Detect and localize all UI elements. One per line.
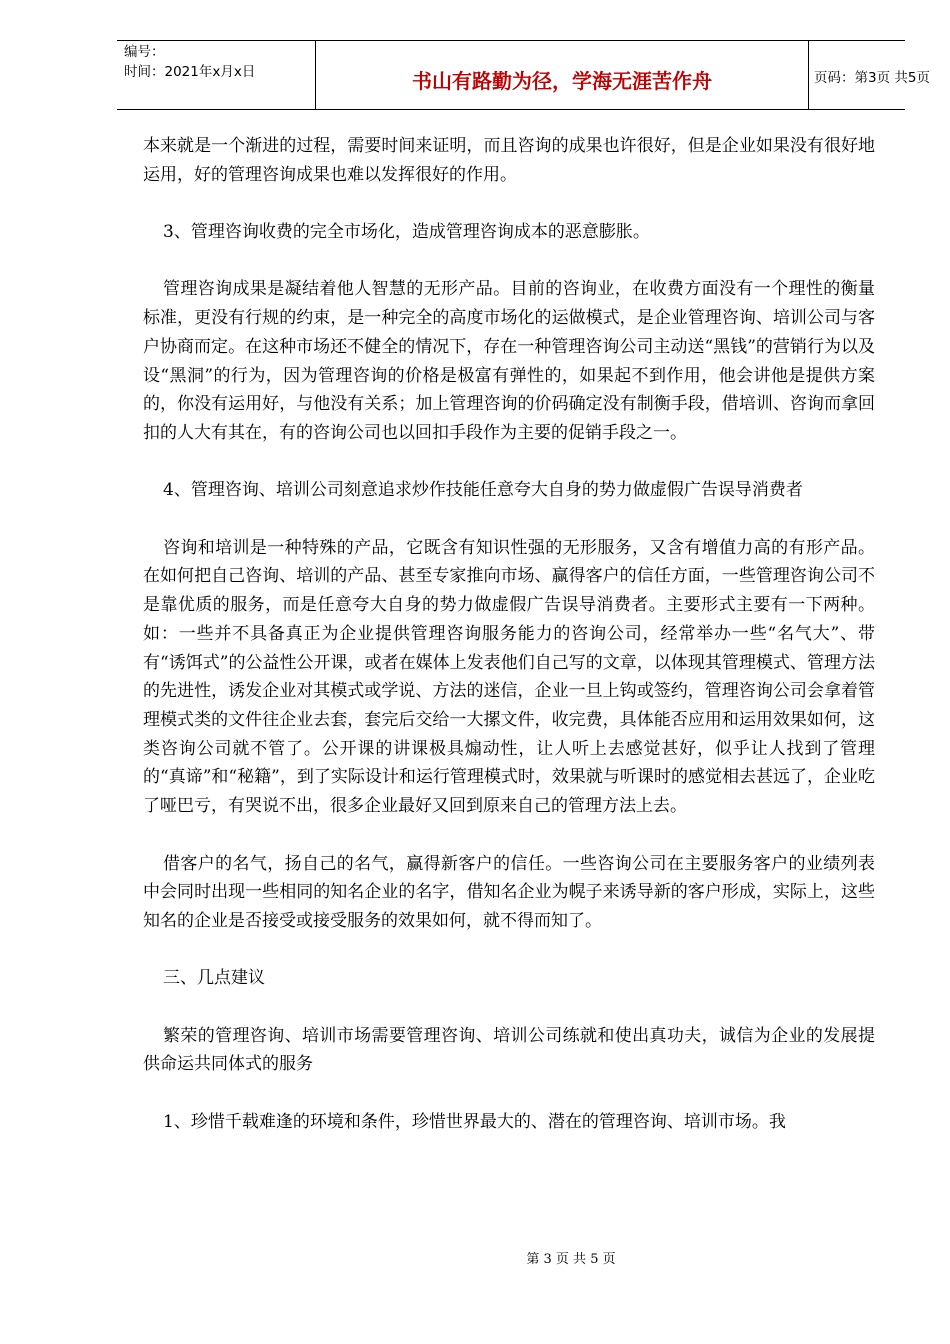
document-body [143,132,875,1165]
paragraph: 管理咨询成果是凝结着他人智慧的无形产品。目前的咨询业，在收费方面没有一个理性的衡量标准，更没有行规的约束，是一种完全的高度市场化的运做模式，是企业管理咨询、培训公司与客户协商而定。在这种市场还不健全的情况下，存在一种管理咨询公司主动送“黑钱”的营销行为以及设“黑洞”的行为，因为管理咨询的价格是极富有弹性的，如果起不到作用，他会讲他是提供方案的，你没有运用好，与他没有关系；加上管理咨询的价码确定没有制衡手段，借培训、咨询而拿回扣的人大有其在，有的咨询公司也以回扣手段作为主要的促销手段之一。 [143,279,875,443]
paragraph: 繁荣的管理咨询、培训市场需要管理咨询、培训公司练就和使出真功夫，诚信为企业的发展提供命运共同体式的服务 [143,1025,875,1075]
header-motto-cell [315,41,809,109]
page-header [117,40,930,110]
paragraph: 借客户的名气，扬自己的名气，赢得新客户的信任。一些咨询公司在主要服务客户的业绩列表中会同时出现一些相同的知名企业的名字，借知名企业为幌子来诱导新的客户形成，实际上，这些知名的企业是否接受或接受服务的效果如何，就不得而知了。 [143,853,875,931]
header-meta [117,41,315,109]
paragraph: 1、珍惜千载难逢的环境和条件，珍惜世界最大的、潜在的管理咨询、培训市场。我 [163,1111,786,1132]
paragraph-continuation: 本来就是一个渐进的过程，需要时间来证明，而且咨询的成果也许很好，但是企业如果没有很好地运用，好的管理咨询成果也难以发挥很好的作用。 [143,136,875,185]
header-code-label: 编号： [124,44,165,60]
section-heading-3: 3、管理咨询收费的完全市场化，造成管理咨询成本的恶意膨胀。 [163,222,650,243]
header-date-label: 时间：2021年x月x日 [124,64,256,80]
paragraph: 咨询和培训是一种特殊的产品，它既含有知识性强的无形服务，又含有增值力高的有形产品。在如何把自己咨询、培训的产品、甚至专家推向市场、赢得客户的信任方面，一些管理咨询公司不是靠优质的服务，而是任意夸大自身的势力做虚假广告误导消费者。主要形式主要有一下两种。如：一些并不具备真正为企业提供管理咨询服务能力的咨询公司，经常举办一些“名气大”、带有“诱饵式”的公益性公开课，或者在媒体上发表他们自己写的文章，以体现其管理模式、管理方法的先进性，诱发企业对其模式或学说、方法的迷信，企业一旦上钩或签约，管理咨询公司会拿着管理模式类的文件往企业去套，套完后交给一大摞文件，收完费，具体能否应用和运用效果如何，这类咨询公司就不管了。公开课的讲课极具煽动性，让人听上去感觉甚好，似乎让人找到了管理的“真谛”和“秘籍”，到了实际设计和运行管理模式时，效果就与听课时的感觉相去甚远了，企业吃了哑巴亏，有哭说不出，很多企业最好又回到原来自己的管理方法上去。 [143,537,875,817]
section-heading-4: 4、管理咨询、培训公司刻意追求炒作技能任意夸大自身的势力做虚假广告误导消费者 [163,480,803,501]
page-footer [0,1248,950,1267]
header-page-cell [808,41,930,109]
header-page-info: 页码：第3页 共5页 [814,70,930,86]
header-motto: 书山有路勤为径，学海无涯苦作舟 [412,69,712,93]
section-heading-suggestions: 三、几点建议 [163,968,265,989]
footer-page-number: 第 3 页 共 5 页 [526,1252,616,1267]
